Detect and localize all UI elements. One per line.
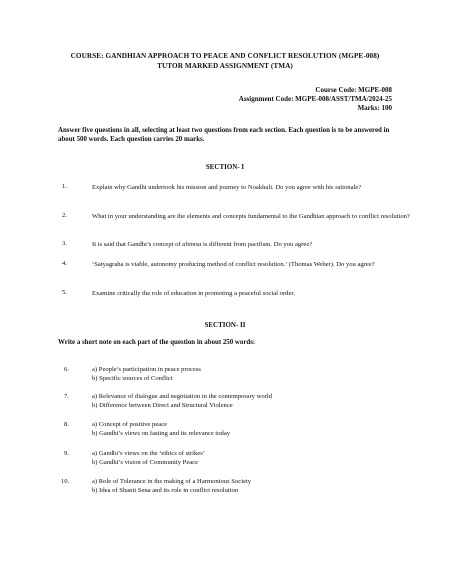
question-number: 6. xyxy=(64,366,69,373)
question-part-a: a) People’s participation in peace process xyxy=(92,366,201,373)
question-number: 8. xyxy=(64,421,69,428)
question-number: 5. xyxy=(62,289,67,296)
tma-title: TUTOR MARKED ASSIGNMENT (TMA) xyxy=(157,62,293,70)
question-text-start: It is said that Gandhi’s concept of xyxy=(92,241,183,248)
course-code: Course Code: MGPE-008 xyxy=(315,86,392,94)
question-text: Examine critically the role of education in promoting a peaceful social order. xyxy=(92,290,295,297)
question-text: Explain why Gandhi undertook his mission and journey to Noakhali. Do you agree with his rationale? xyxy=(92,184,362,191)
ahimsa-term: ahimsa xyxy=(182,241,202,248)
section-2-title: SECTION- II xyxy=(204,321,246,329)
question-part-b: b) Difference between Direct and Structural Violence xyxy=(92,402,233,409)
section-2-note: Write a short note on each part of the question in about 250 words: xyxy=(58,339,256,346)
question-text: What in your understanding are the elements and concepts fundamental to the Gandhian approach to conflict resolution? xyxy=(92,213,410,220)
question-number: 9. xyxy=(64,450,69,457)
question-part-b: b) Gandhi’s views on fasting and its relevance today xyxy=(92,430,231,437)
question-part-b: b) Specific sources of Conflict xyxy=(92,375,173,382)
question-text: ‘Satyagraha is viable, autonomy producing method of conflict resolution.’ (Thomas Weber). Do you agree? xyxy=(92,261,375,268)
question-part-a: a) Relevance of dialogue and negotiation in the contemporary world xyxy=(92,393,272,400)
question-text-end: is different from pacifism. Do you agree? xyxy=(201,241,313,248)
question-number: 7. xyxy=(64,393,69,400)
question-number: 3. xyxy=(62,240,67,247)
question-text xyxy=(92,240,432,249)
course-title: COURSE: GANDHIAN APPROACH TO PEACE AND CONFLICT RESOLUTION (MGPE-008) xyxy=(70,52,380,60)
question-part-b: b) Idea of Shanti Sena and its role in conflict resolution xyxy=(92,487,239,494)
question-part-a: a) Concept of positive peace xyxy=(92,421,168,428)
instructions: Answer five questions in all, selecting at least two questions from each section. Each question is to be answered in about 500 words. Each question carries 20 marks. xyxy=(58,127,390,143)
section-1-title: SECTION- I xyxy=(205,163,245,171)
question-number: 10. xyxy=(61,478,70,485)
question-number: 4. xyxy=(62,260,67,267)
marks: Marks: 100 xyxy=(357,104,392,112)
question-number: 1. xyxy=(62,183,67,190)
question-number: 2. xyxy=(62,212,67,219)
question-part-a: a) Gandhi’s views on the ‘ethics of strikes’ xyxy=(92,450,205,457)
question-part-b: b) Gandhi’s vision of Community Peace xyxy=(92,459,199,466)
question-part-a: a) Role of Tolerance in the making of a Harmonious Society xyxy=(92,478,252,485)
assignment-code: Assignment Code: MGPE-008/ASST/TMA/2024-25 xyxy=(238,95,392,103)
